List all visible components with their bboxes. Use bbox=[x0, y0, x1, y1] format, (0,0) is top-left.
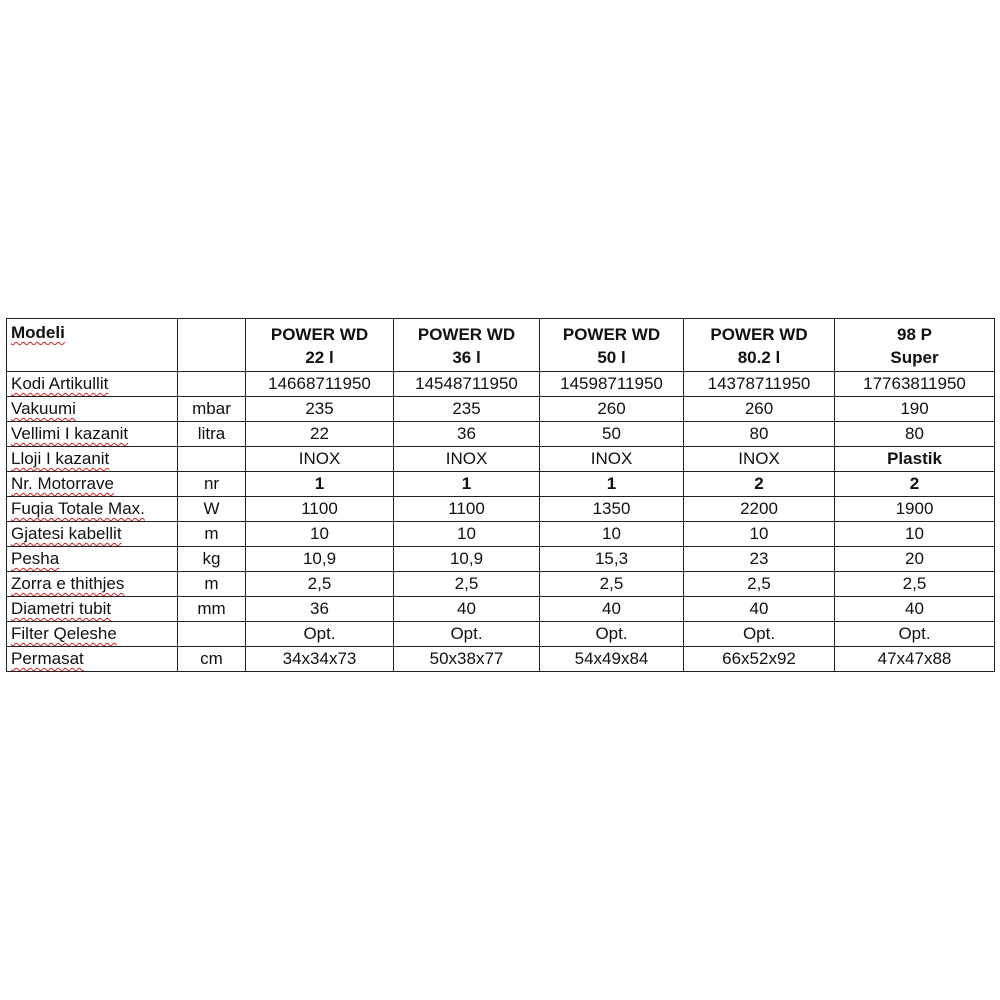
value-cell: 66x52x92 bbox=[684, 647, 835, 672]
value-cell: 10 bbox=[394, 522, 540, 547]
value-cell: 10 bbox=[540, 522, 684, 547]
row-label-cell bbox=[7, 422, 178, 447]
row-unit-cell: m bbox=[178, 522, 246, 547]
row-unit-cell bbox=[178, 447, 246, 472]
value-cell: 2,5 bbox=[684, 572, 835, 597]
value-cell: 1350 bbox=[540, 497, 684, 522]
value-cell: 235 bbox=[246, 397, 394, 422]
row-label: Vakuumi bbox=[11, 399, 76, 418]
value-cell: 14598711950 bbox=[540, 372, 684, 397]
row-label: Nr. Motorrave bbox=[11, 474, 114, 493]
header-label-cell bbox=[7, 319, 178, 372]
row-label-cell bbox=[7, 647, 178, 672]
value-cell: 1100 bbox=[246, 497, 394, 522]
value-cell: 17763811950 bbox=[835, 372, 995, 397]
table-row bbox=[7, 522, 995, 547]
model-header-cell bbox=[684, 319, 835, 372]
row-unit-cell: litra bbox=[178, 422, 246, 447]
spec-table-body bbox=[7, 319, 995, 672]
model-name-line2: 80.2 l bbox=[737, 348, 781, 367]
table-row bbox=[7, 497, 995, 522]
value-cell: Opt. bbox=[540, 622, 684, 647]
table-row bbox=[7, 422, 995, 447]
row-label-cell bbox=[7, 547, 178, 572]
header-unit-cell bbox=[178, 319, 246, 372]
value-cell: 50x38x77 bbox=[394, 647, 540, 672]
value-cell: 36 bbox=[246, 597, 394, 622]
row-label: Vellimi I kazanit bbox=[11, 424, 129, 443]
value-cell: 2 bbox=[835, 472, 995, 497]
row-label: Zorra e thithjes bbox=[11, 574, 125, 593]
value-cell: INOX bbox=[394, 447, 540, 472]
value-cell: 22 bbox=[246, 422, 394, 447]
value-cell: INOX bbox=[540, 447, 684, 472]
row-unit-cell: mbar bbox=[178, 397, 246, 422]
value-cell: 40 bbox=[835, 597, 995, 622]
value-cell: 2 bbox=[684, 472, 835, 497]
value-cell: 10,9 bbox=[394, 547, 540, 572]
row-unit-cell: nr bbox=[178, 472, 246, 497]
model-name-line2: Super bbox=[890, 348, 939, 367]
row-label: Gjatesi kabellit bbox=[11, 524, 122, 543]
value-cell: Opt. bbox=[835, 622, 995, 647]
row-label-cell bbox=[7, 397, 178, 422]
model-name-line2: 36 l bbox=[452, 348, 481, 367]
value-cell: 10 bbox=[835, 522, 995, 547]
value-cell: 20 bbox=[835, 547, 995, 572]
value-cell: 54x49x84 bbox=[540, 647, 684, 672]
value-cell: Opt. bbox=[684, 622, 835, 647]
value-cell: 34x34x73 bbox=[246, 647, 394, 672]
value-cell: 50 bbox=[540, 422, 684, 447]
value-cell: 14668711950 bbox=[246, 372, 394, 397]
row-label: Filter Qeleshe bbox=[11, 624, 117, 643]
value-cell: 23 bbox=[684, 547, 835, 572]
table-row bbox=[7, 547, 995, 572]
value-cell: 1 bbox=[246, 472, 394, 497]
row-unit-cell bbox=[178, 372, 246, 397]
row-label: Pesha bbox=[11, 549, 60, 568]
value-cell: 80 bbox=[684, 422, 835, 447]
row-label: Fuqia Totale Max. bbox=[11, 499, 145, 518]
table-row bbox=[7, 647, 995, 672]
value-cell: 15,3 bbox=[540, 547, 684, 572]
model-header-cell bbox=[394, 319, 540, 372]
header-row bbox=[7, 319, 995, 372]
value-cell: 1 bbox=[540, 472, 684, 497]
value-cell: 2,5 bbox=[835, 572, 995, 597]
value-cell: 260 bbox=[684, 397, 835, 422]
value-cell: INOX bbox=[684, 447, 835, 472]
row-label-cell bbox=[7, 572, 178, 597]
row-label: Diametri tubit bbox=[11, 599, 112, 618]
row-unit-cell: kg bbox=[178, 547, 246, 572]
value-cell: 1900 bbox=[835, 497, 995, 522]
row-label-cell bbox=[7, 472, 178, 497]
row-unit-cell: m bbox=[178, 572, 246, 597]
model-name-line2: 50 l bbox=[597, 348, 626, 367]
model-name-line1: POWER WD bbox=[562, 325, 661, 344]
table-row bbox=[7, 397, 995, 422]
value-cell: 2200 bbox=[684, 497, 835, 522]
row-label: Lloji I kazanit bbox=[11, 449, 110, 468]
value-cell: 260 bbox=[540, 397, 684, 422]
value-cell: 40 bbox=[540, 597, 684, 622]
row-label-cell bbox=[7, 597, 178, 622]
value-cell: 10,9 bbox=[246, 547, 394, 572]
value-cell: 80 bbox=[835, 422, 995, 447]
model-header-cell bbox=[835, 319, 995, 372]
value-cell: 36 bbox=[394, 422, 540, 447]
model-name-line1: 98 P bbox=[897, 325, 932, 344]
value-cell: 1 bbox=[394, 472, 540, 497]
table-row bbox=[7, 597, 995, 622]
row-label: Kodi Artikullit bbox=[11, 374, 109, 393]
value-cell: 40 bbox=[684, 597, 835, 622]
value-cell: 2,5 bbox=[394, 572, 540, 597]
value-cell: 10 bbox=[246, 522, 394, 547]
table-row bbox=[7, 622, 995, 647]
table-row bbox=[7, 572, 995, 597]
row-label-cell bbox=[7, 372, 178, 397]
value-cell: Plastik bbox=[835, 447, 995, 472]
model-name-line2: 22 l bbox=[305, 348, 334, 367]
value-cell: Opt. bbox=[246, 622, 394, 647]
row-unit-cell bbox=[178, 622, 246, 647]
table-row bbox=[7, 472, 995, 497]
model-name-line1: POWER WD bbox=[710, 325, 808, 344]
value-cell: 14378711950 bbox=[684, 372, 835, 397]
row-label: Permasat bbox=[11, 649, 84, 668]
model-name-line1: POWER WD bbox=[417, 325, 516, 344]
value-cell: 1100 bbox=[394, 497, 540, 522]
value-cell: 190 bbox=[835, 397, 995, 422]
model-name-line1: POWER WD bbox=[270, 325, 369, 344]
row-label-cell bbox=[7, 622, 178, 647]
table-row bbox=[7, 372, 995, 397]
header-label: Modeli bbox=[11, 323, 65, 342]
value-cell: 14548711950 bbox=[394, 372, 540, 397]
value-cell: 40 bbox=[394, 597, 540, 622]
value-cell: 10 bbox=[684, 522, 835, 547]
value-cell: 47x47x88 bbox=[835, 647, 995, 672]
value-cell: 2,5 bbox=[246, 572, 394, 597]
row-label-cell bbox=[7, 522, 178, 547]
table-row bbox=[7, 447, 995, 472]
value-cell: INOX bbox=[246, 447, 394, 472]
row-label-cell bbox=[7, 447, 178, 472]
product-spec-table bbox=[6, 318, 995, 672]
value-cell: 235 bbox=[394, 397, 540, 422]
row-label-cell bbox=[7, 497, 178, 522]
row-unit-cell: mm bbox=[178, 597, 246, 622]
row-unit-cell: cm bbox=[178, 647, 246, 672]
model-header-cell bbox=[540, 319, 684, 372]
value-cell: Opt. bbox=[394, 622, 540, 647]
row-unit-cell: W bbox=[178, 497, 246, 522]
value-cell: 2,5 bbox=[540, 572, 684, 597]
model-header-cell bbox=[246, 319, 394, 372]
